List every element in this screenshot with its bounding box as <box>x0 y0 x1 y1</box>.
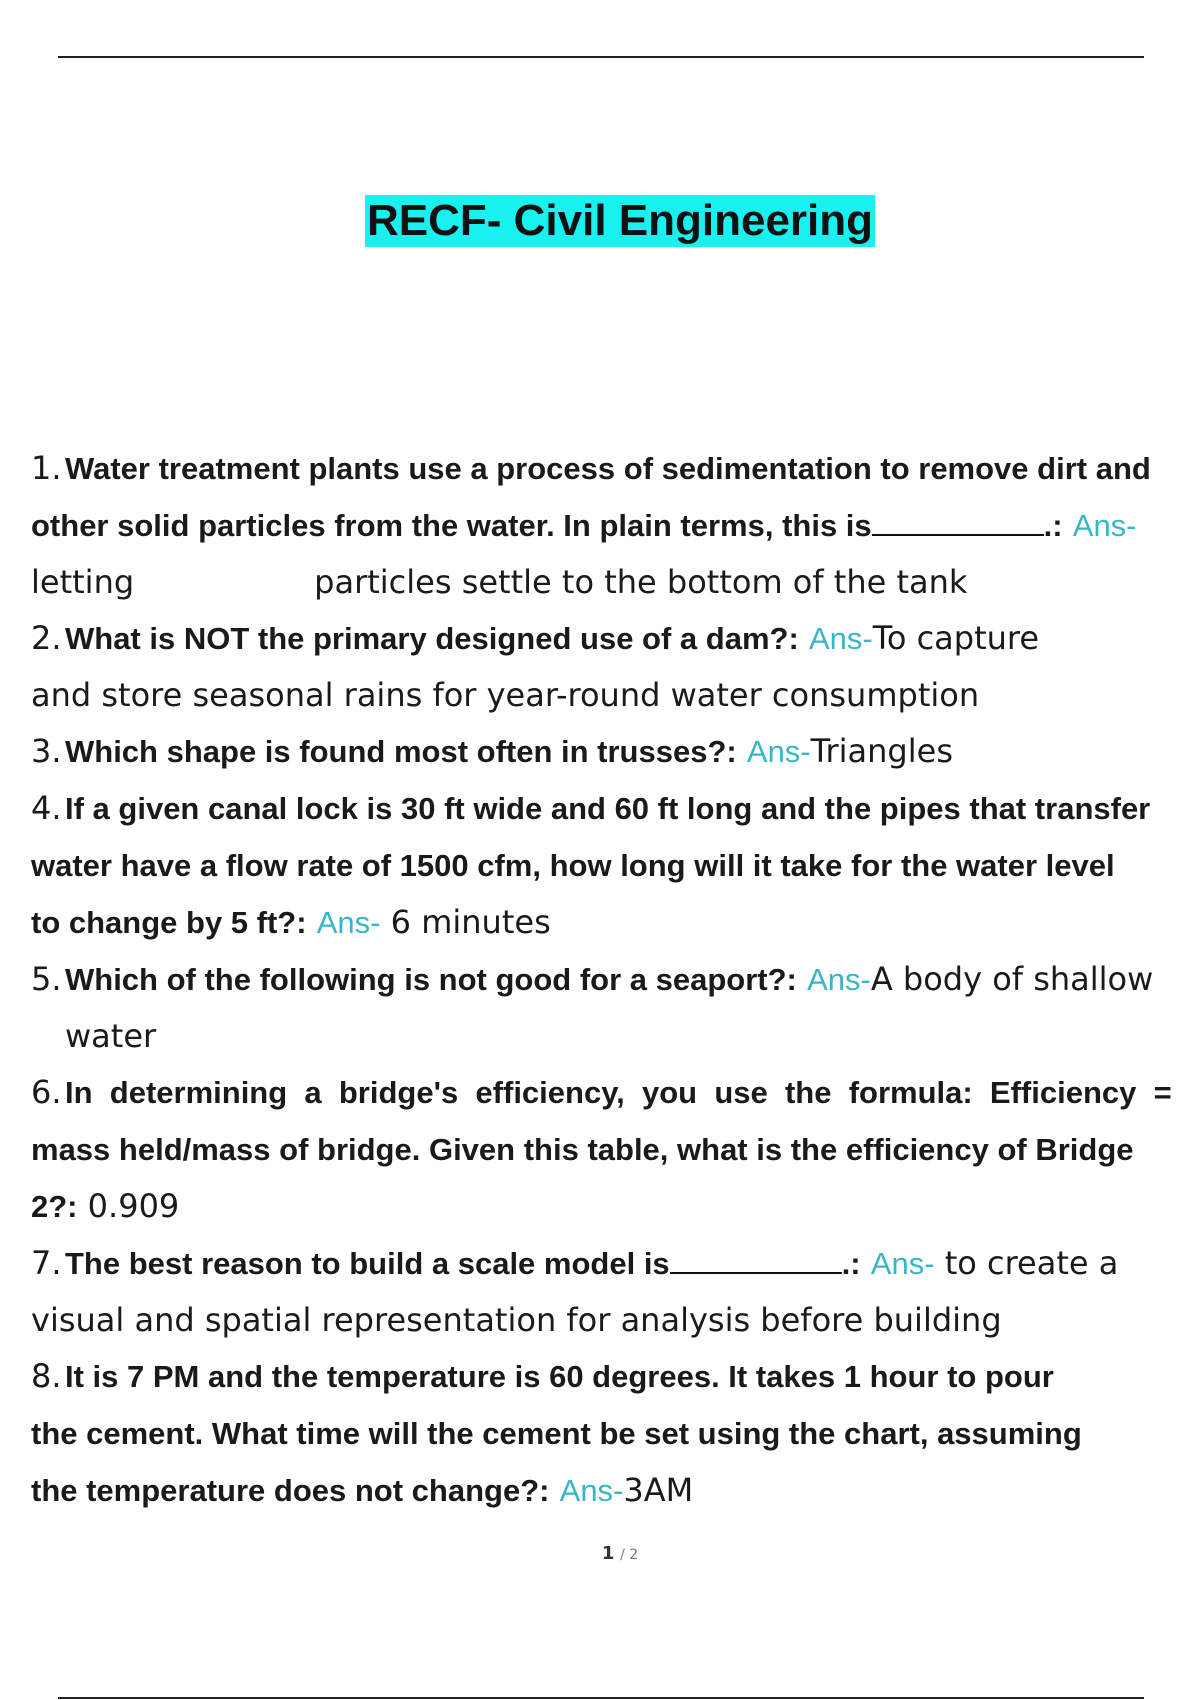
question-text: Water treatment plants use a process of sedimentation to remove dirt and <box>65 451 1151 486</box>
answer-text: to create a <box>944 1244 1119 1282</box>
document-title: RECF- Civil Engineering <box>366 196 874 245</box>
answer-label: Ans- <box>316 905 381 940</box>
top-rule <box>58 56 1144 58</box>
answer-label: Ans- <box>870 1246 935 1281</box>
answer-text: A body of shallow <box>870 960 1154 998</box>
question-text: other solid particles from the water. In plain terms, this is <box>31 508 872 543</box>
question-item: 2. What is NOT the primary designed use of a dam?: Ans-To capture <box>31 619 1040 657</box>
answer-text: 0.909 <box>87 1187 180 1225</box>
question-text: Which of the following is not good for a seaport?: <box>65 962 797 997</box>
question-text: 2?: <box>31 1189 78 1224</box>
question-text: Which shape is found most often in trusses?: <box>65 734 737 769</box>
answer-text: 6 minutes <box>390 903 551 941</box>
question-text: the temperature does not change?: <box>31 1473 550 1508</box>
page-number <box>0 1543 1200 1564</box>
question-text: to change by 5 ft?: <box>31 905 307 940</box>
answer-label: Ans- <box>807 962 871 997</box>
question-list: 1. Water treatment plants use a process of sedimentation to remove dirt and other solid particles from the water. In plain terms, this is .: Ans- letting particles settle to the bottom of the tank 2. What is NOT the primary designed use of a dam?: Ans-To capture and store seasonal rains for year-round water consumption 3. Which shape is found most often in trusses?: Ans-Triangles 4. If a given canal lock is 30 ft wide and 60 ft long and the pipes that transfer water have a flow rate of 1500 cfm, how long will it take for the water level to change by 5 ft?: Ans- 6 minutes 5. Which of the following is not good for a seaport?: Ans-A body of shallow water 6. In determining a bridge's efficiency, you use the formula: Efficiency = mass held/mass of bridge. Given this table, what is the efficiency of Bridge 2?: 0.909 7. The best reason to build a scale model is .: Ans- to create a visual and spatial representation for analysis before building 8. It is 7 PM and the temperature is 60 degrees. It takes 1 hour to pour the cement. What time will the cement be set using the chart, assuming the temperature does not change?: Ans-3AM <box>31 440 1200 1519</box>
answer-label: Ans- <box>1072 508 1137 543</box>
question-item: 4. If a given canal lock is 30 ft wide and 60 ft long and the pipes that transfer <box>31 789 1151 827</box>
page-total: / 2 <box>620 1547 639 1563</box>
answer-text: letting <box>31 563 135 601</box>
question-item: 8. It is 7 PM and the temperature is 60 degrees. It takes 1 hour to pour <box>31 1357 1054 1395</box>
question-text: water have a flow rate of 1500 cfm, how long will it take for the water level <box>31 848 1115 883</box>
answer-label: Ans- <box>746 734 811 769</box>
question-text: The best reason to build a scale model is <box>65 1246 670 1281</box>
bottom-rule <box>58 1697 1144 1699</box>
question-item: 3. Which shape is found most often in trusses?: Ans-Triangles <box>31 732 953 770</box>
answer-text: and store seasonal rains for year-round water consumption <box>31 676 980 714</box>
question-item: 7. The best reason to build a scale model is .: Ans- to create a <box>31 1244 1119 1282</box>
question-item: 6. In determining a bridge's efficiency, you use the formula: Efficiency = <box>31 1073 1172 1111</box>
answer-text: particles settle to the bottom of the tank <box>314 563 968 601</box>
page-current: 1 <box>601 1543 615 1564</box>
question-item: 5. Which of the following is not good for a seaport?: Ans-A body of shallow <box>31 960 1154 998</box>
answer-text: water <box>65 1017 157 1055</box>
question-text: the cement. What time will the cement be set using the chart, assuming <box>31 1416 1082 1451</box>
answer-text: Triangles <box>810 732 953 770</box>
answer-text: 3AM <box>623 1471 694 1509</box>
answer-blank <box>670 1252 842 1274</box>
answer-blank <box>872 514 1044 536</box>
question-item: 1. Water treatment plants use a process of sedimentation to remove dirt and <box>31 449 1151 487</box>
answer-text: visual and spatial representation for analysis before building <box>31 1301 1002 1339</box>
title-container <box>0 195 1200 247</box>
answer-text: To capture <box>872 619 1040 657</box>
question-text: mass held/mass of bridge. Given this table, what is the efficiency of Bridge <box>31 1132 1134 1167</box>
answer-label: Ans- <box>808 621 873 656</box>
question-text: If a given canal lock is 30 ft wide and 60 ft long and the pipes that transfer <box>65 791 1151 826</box>
question-text: What is NOT the primary designed use of a dam?: <box>65 621 799 656</box>
question-text: It is 7 PM and the temperature is 60 degrees. It takes 1 hour to pour <box>65 1359 1054 1394</box>
question-text: In determining a bridge's efficiency, you use the formula: Efficiency = <box>65 1075 1172 1110</box>
answer-label: Ans- <box>559 1473 624 1508</box>
